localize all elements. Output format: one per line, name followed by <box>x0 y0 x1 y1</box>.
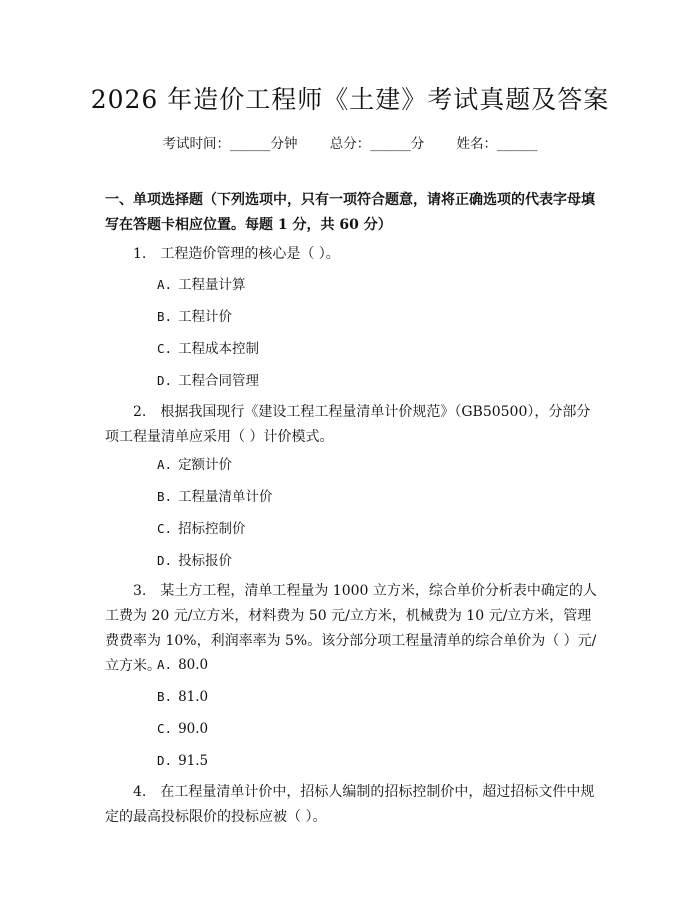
question-2-option-b: B. 工程量清单计价 <box>157 489 273 505</box>
question-2-stem: 2. 根据我国现行《建设工程工程量清单计价规范》（GB50500），分部分项工程量清单应采用（ ）计价模式。 <box>105 404 591 445</box>
question-2-option-a: A. 定额计价 <box>157 457 233 473</box>
question-3-option-b: B. 81.0 <box>157 689 209 705</box>
exam-info <box>0 132 700 152</box>
question-2-option-c: C. 招标控制价 <box>157 521 246 537</box>
section-heading: 一、单项选择题（下列选项中，只有一项符合题意，请将正确选项的代表字母填写在答题卡相应位置。每题 1 分，共 60 分） <box>105 192 595 233</box>
question-1-option-a: A. 工程量计算 <box>157 277 246 293</box>
question-1-stem: 1. 工程造价管理的核心是（ ）。 <box>133 246 340 262</box>
exam-time: 考试时间：______分钟 <box>162 136 298 152</box>
exam-name: 姓名：______ <box>456 136 538 152</box>
exam-score: 总分：______分 <box>329 136 425 152</box>
question-1-option-c: C. 工程成本控制 <box>157 341 260 357</box>
question-3-option-a: A. 80.0 <box>157 657 209 673</box>
question-2-option-d: D. 投标报价 <box>157 553 233 569</box>
question-4-stem: 4. 在工程量清单计价中，招标人编制的招标控制价中，超过招标文件中规定的最高投标限价的投标应被（ ）。 <box>105 784 595 825</box>
question-1-option-d: D. 工程合同管理 <box>157 373 260 389</box>
question-1-option-b: B. 工程计价 <box>157 309 233 325</box>
question-3-option-d: D. 91.5 <box>157 753 209 769</box>
question-3-stem: 3. 某土方工程，清单工程量为 1000 立方米，综合单价分析表中确定的人工费为 20 元/立方米，材料费为 50 元/立方米，机械费为 10 元/立方米，管理费费率为 10%，利润率率为 5%。该分部分项工程量清单的综合单价为（ ）元/立方米。 <box>105 583 597 674</box>
question-3-option-c: C. 90.0 <box>157 721 209 737</box>
page-title: 2026 年造价工程师《土建》考试真题及答案 <box>90 85 610 114</box>
